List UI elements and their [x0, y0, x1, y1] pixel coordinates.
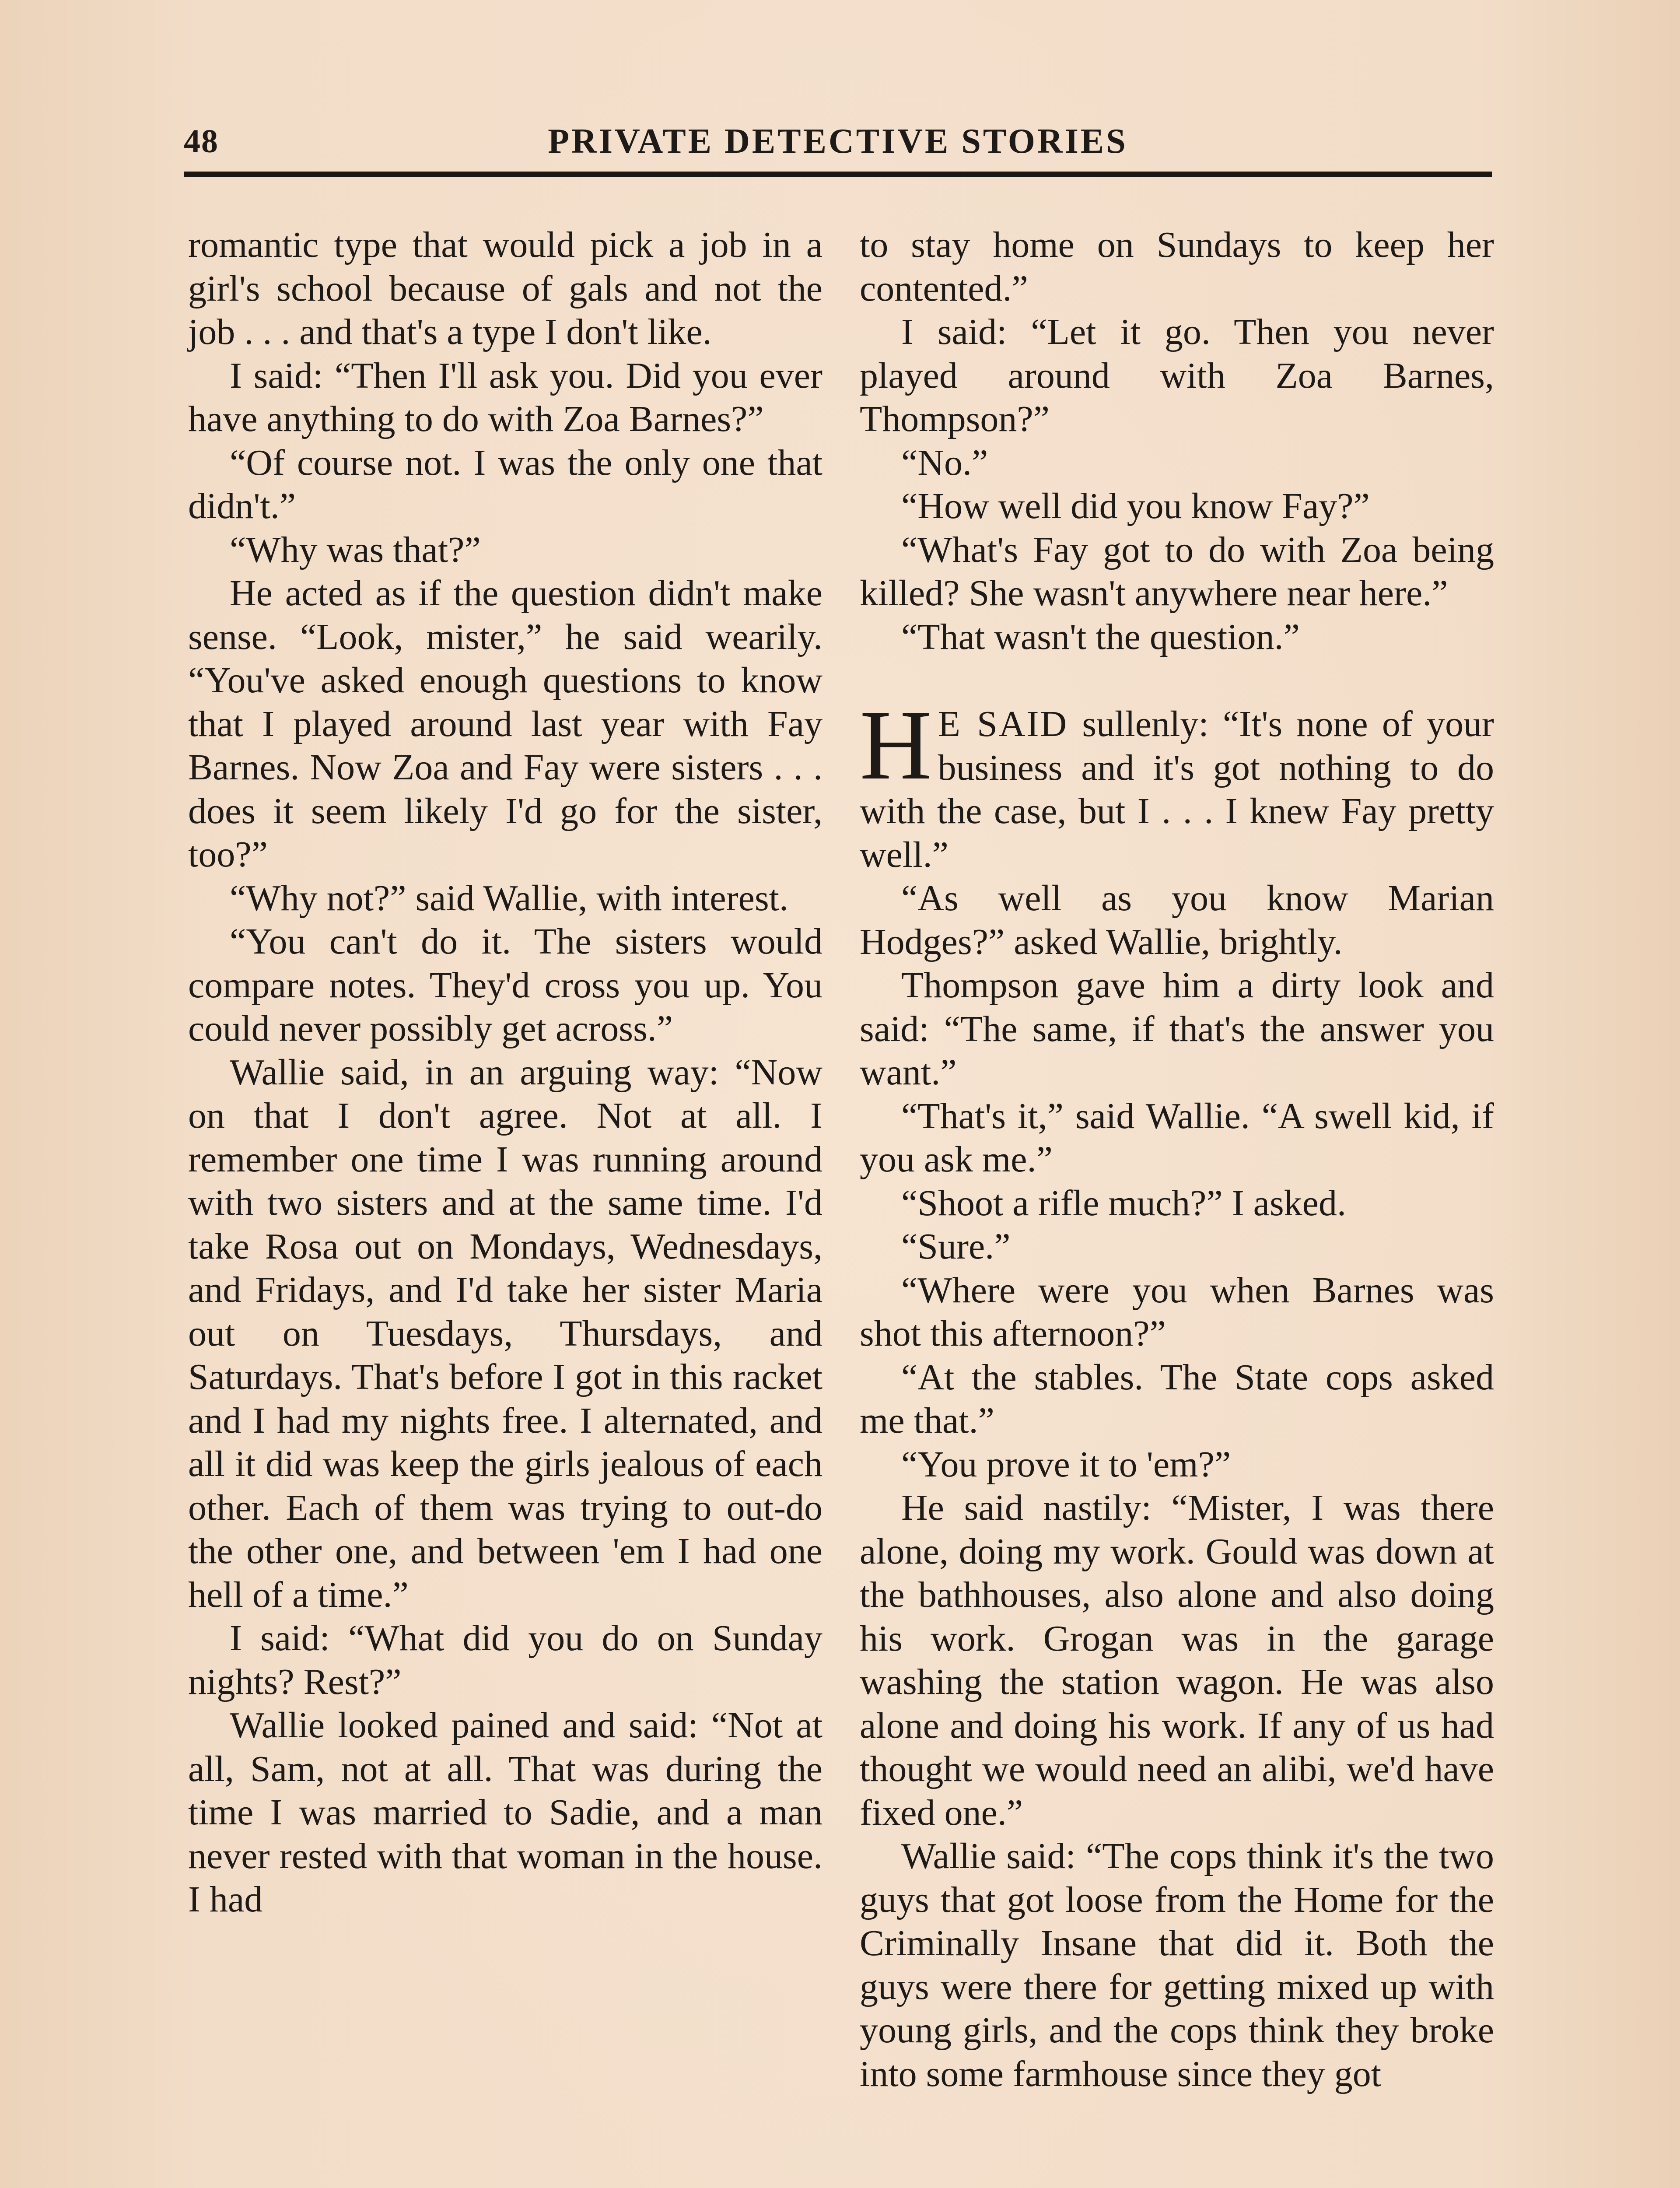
paragraph: to stay home on Sundays to keep her contented.”: [860, 224, 1494, 309]
paragraph: “You prove it to 'em?”: [901, 1444, 1231, 1485]
paragraph: “What's Fay got to do with Zoa being killed? She wasn't anywhere near here.”: [860, 529, 1494, 614]
paragraph: Thompson gave him a dirty look and said: “The same, if that's the answer you want.”: [860, 965, 1494, 1093]
paragraph: “Why was that?”: [230, 529, 481, 570]
paragraph: “Of course not. I was the only one that didn't.”: [188, 442, 822, 526]
page-header: [184, 119, 1492, 172]
paragraph: “As well as you know Marian Hodges?” asked Wallie, brightly.: [860, 878, 1494, 962]
page-number: 48: [184, 123, 219, 160]
paragraph: Wallie said, in an arguing way: “Now on that I don't agree. Not at all. I remember one time I was running around with two sisters and at the same time. I'd take Rosa out on Mondays, Wednesdays, and Fridays, and I'd take her sister Maria out on Tuesdays, Thursdays, and Saturdays. That's before I got in this racket and I had my nights free. I alternated, and all it did was keep the girls jealous of each other. Each of them was trying to out-do the other one, and between 'em I had one hell of a time.”: [188, 1052, 822, 1615]
paragraph: I said: “What did you do on Sunday nights? Rest?”: [188, 1618, 822, 1702]
paragraph: I said: “Let it go. Then you never played around with Zoa Barnes, Thompson?”: [860, 312, 1494, 439]
paragraph: “Where were you when Barnes was shot this afternoon?”: [860, 1269, 1494, 1354]
paragraph: He said nastily: “Mister, I was there alone, doing my work. Gould was down at the bathhouses, also alone and also doing his work. Grogan was in the garage washing the station wagon. He was also alone and doing his work. If any of us had thought we would need an alibi, we'd have fixed one.”: [860, 1487, 1494, 1833]
paragraph: “That's it,” said Wallie. “A swell kid, if you ask me.”: [860, 1095, 1494, 1180]
right-column: [860, 223, 1494, 2096]
dropcap-rest: sullenly: “It's none of your business and it's got nothing to do with the case, but I . . . I knew Fay pretty well.”: [860, 704, 1494, 875]
paragraph: Wallie looked pained and said: “Not at all, Sam, not at all. That was during the time I was married to Sadie, and a man never rested with that woman in the house. I had: [188, 1705, 822, 1920]
drop-cap-letter: H: [860, 690, 932, 800]
paragraph: “Sure.”: [901, 1226, 1011, 1267]
paragraph: Wallie said: “The cops think it's the two guys that got loose from the Home for the Criminally Insane that did it. Both the guys were there for getting mixed up with young girls, and the cops think they broke into some farmhouse since they got: [860, 1836, 1494, 2094]
paragraph: He acted as if the question didn't make sense. “Look, mister,” he said wearily. “You've asked enough questions to know that I played around last year with Fay Barnes. Now Zoa and Fay were sisters . . . does it seem likely I'd go for the sister, too?”: [188, 573, 822, 875]
paragraph: “Why not?” said Wallie, with interest.: [230, 877, 788, 919]
paragraph: “No.”: [901, 442, 988, 483]
paragraph: “At the stables. The State cops asked me that.”: [860, 1357, 1494, 1441]
paragraph: “That wasn't the question.”: [901, 616, 1300, 657]
header-rule: [184, 172, 1492, 177]
running-title: PRIVATE DETECTIVE STORIES: [548, 122, 1128, 161]
smallcaps-lead: E SAID: [938, 704, 1068, 744]
paragraph: romantic type that would pick a job in a girl's school because of gals and not the job . . . and that's a type I don't like.: [188, 224, 822, 352]
paragraph: “How well did you know Fay?”: [901, 486, 1370, 526]
paragraph: “Shoot a rifle much?” I asked.: [901, 1182, 1346, 1224]
paragraph: “You can't do it. The sisters would compare notes. They'd cross you up. You could never possibly get across.”: [188, 921, 822, 1049]
paragraph: I said: “Then I'll ask you. Did you ever have anything to do with Zoa Barnes?”: [188, 355, 822, 439]
left-column: [188, 223, 822, 1922]
dropcap-paragraph: [860, 690, 1494, 877]
